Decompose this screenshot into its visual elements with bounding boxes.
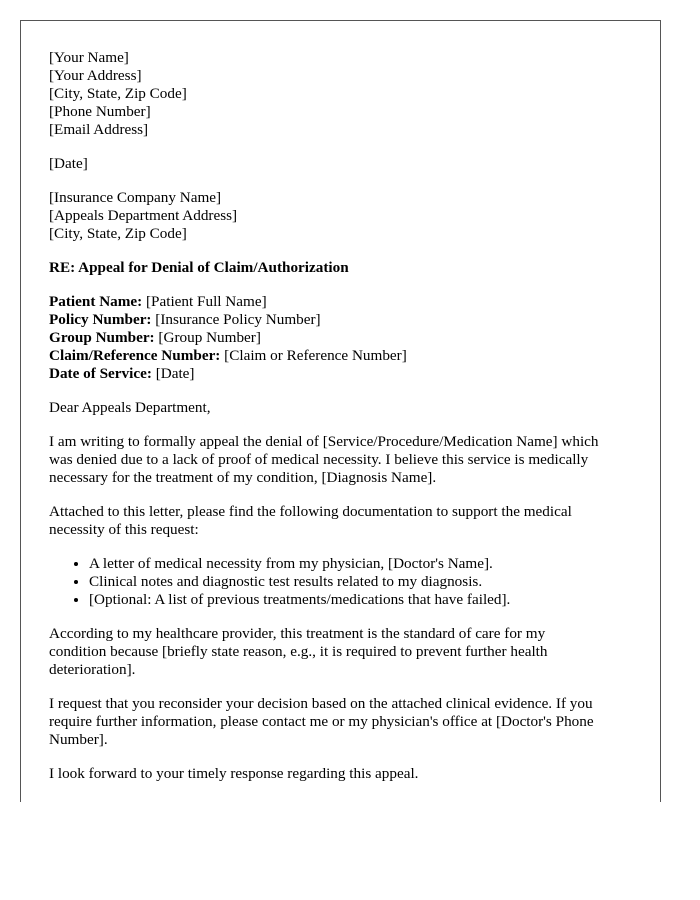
details-block xyxy=(49,293,639,383)
detail-value: [Group Number] xyxy=(154,329,261,346)
salutation-block xyxy=(49,399,639,417)
sender-phone: [Phone Number] xyxy=(49,103,151,120)
paragraph-line: Number]. xyxy=(49,731,108,748)
sender-city-state-zip: [City, State, Zip Code] xyxy=(49,85,187,102)
paragraph-line: I request that you reconsider your decision based on the attached clinical evidence. If you xyxy=(49,695,593,712)
list-item: • A letter of medical necessity from my physician, [Doctor's Name]. xyxy=(89,555,639,573)
detail-label: Group Number: xyxy=(49,329,155,346)
paragraph-line: deterioration]. xyxy=(49,661,136,678)
subject-line: RE: Appeal for Denial of Claim/Authorization xyxy=(49,259,349,276)
sender-block xyxy=(49,49,639,139)
detail-value: [Claim or Reference Number] xyxy=(220,347,407,364)
attached-paragraph xyxy=(49,503,639,539)
paragraph-line: According to my healthcare provider, this treatment is the standard of care for my xyxy=(49,625,546,642)
intro-paragraph xyxy=(49,433,639,487)
detail-value: [Date] xyxy=(151,365,195,382)
detail-label: Claim/Reference Number: xyxy=(49,347,221,364)
letter-content xyxy=(49,49,639,799)
sender-email: [Email Address] xyxy=(49,121,149,138)
detail-value: [Insurance Policy Number] xyxy=(151,311,321,328)
paragraph-line: I look forward to your timely response regarding this appeal. xyxy=(49,765,419,782)
detail-label: Policy Number: xyxy=(49,311,152,328)
recipient-city-state-zip: [City, State, Zip Code] xyxy=(49,225,187,242)
paragraph-line: was denied due to a lack of proof of medical necessity. I believe this service is medically xyxy=(49,451,589,468)
paragraph-line: condition because [briefly state reason, e.g., it is required to prevent further health xyxy=(49,643,548,660)
detail-patient-name xyxy=(49,293,639,311)
detail-policy-number xyxy=(49,311,639,329)
paragraph-line: require further information, please contact me or my physician's office at [Doctor's Phone xyxy=(49,713,594,730)
documents-list xyxy=(49,555,639,609)
list-item: • [Optional: A list of previous treatments/medications that have failed]. xyxy=(89,591,639,609)
recipient-department-address: [Appeals Department Address] xyxy=(49,207,238,224)
list-item: • Clinical notes and diagnostic test results related to my diagnosis. xyxy=(89,573,639,591)
detail-value: [Patient Full Name] xyxy=(142,293,267,310)
paragraph-line: I am writing to formally appeal the denial of [Service/Procedure/Medication Name] which xyxy=(49,433,599,450)
detail-label: Date of Service: xyxy=(49,365,152,382)
recipient-block xyxy=(49,189,639,243)
paragraph-line: necessary for the treatment of my condition, [Diagnosis Name]. xyxy=(49,469,437,486)
paragraph-line: necessity of this request: xyxy=(49,521,199,538)
detail-claim-number xyxy=(49,347,639,365)
sender-name: [Your Name] xyxy=(49,49,129,66)
detail-label: Patient Name: xyxy=(49,293,143,310)
date-block xyxy=(49,155,639,173)
closing-paragraph xyxy=(49,765,639,783)
sender-address: [Your Address] xyxy=(49,67,142,84)
letter-date: [Date] xyxy=(49,155,88,172)
request-paragraph xyxy=(49,695,639,749)
salutation: Dear Appeals Department, xyxy=(49,399,211,416)
letter-page xyxy=(20,20,661,802)
detail-date-of-service xyxy=(49,365,639,383)
recipient-company: [Insurance Company Name] xyxy=(49,189,222,206)
standard-of-care-paragraph xyxy=(49,625,639,679)
paragraph-line: Attached to this letter, please find the following documentation to support the medical xyxy=(49,503,572,520)
subject-block xyxy=(49,259,639,277)
detail-group-number xyxy=(49,329,639,347)
